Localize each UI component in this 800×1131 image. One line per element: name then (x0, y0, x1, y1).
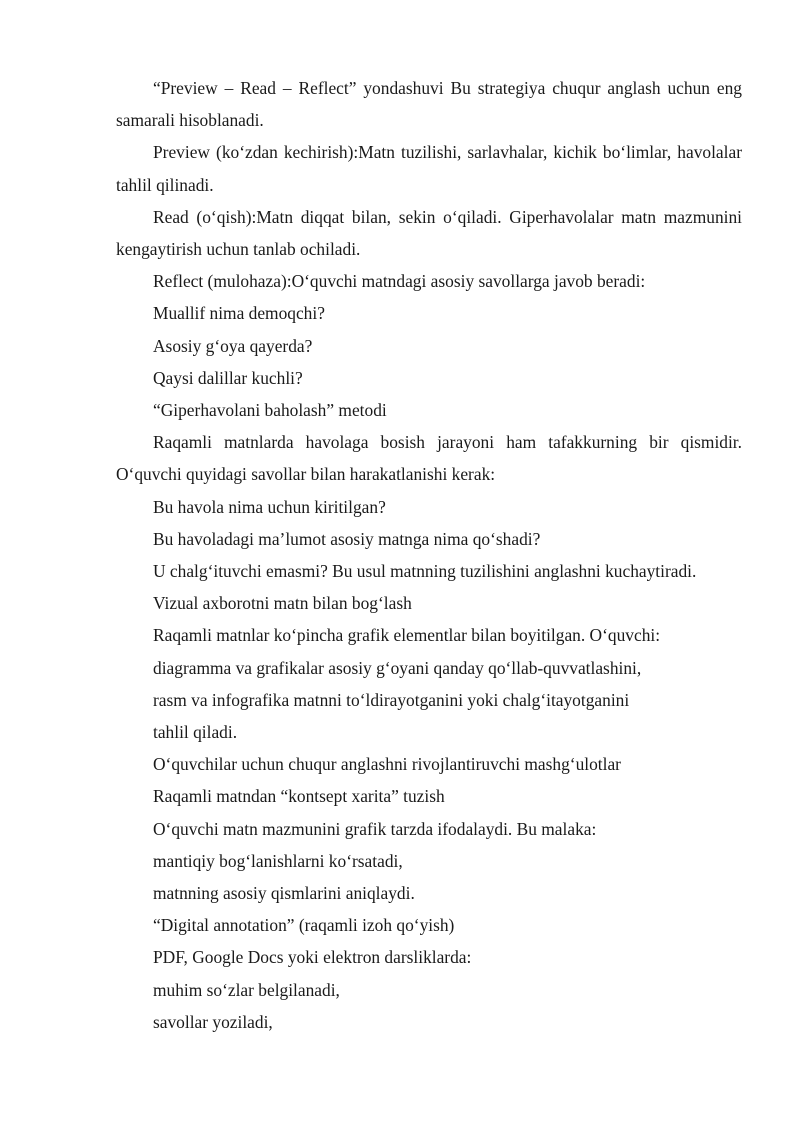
question-line: Bu havoladagi ma’lumot asosiy matnga nima qo‘shadi? (153, 528, 541, 549)
paragraph-visual-info: Raqamli matnlar ko‘pincha grafik elementlar bilan boyitilgan. O‘quvchi: (153, 625, 661, 646)
section-heading: O‘quvchilar uchun chuqur anglashni rivojlantiruvchi mashg‘ulotlar (153, 754, 621, 775)
question-line: Qaysi dalillar kuchli? (153, 367, 303, 388)
question-line: Muallif nima demoqchi? (153, 303, 325, 324)
list-line: savollar yoziladi, (153, 1011, 273, 1032)
paragraph-preview-read-reflect: “Preview – Read – Reflect” yondashuvi Bu strategiya chuqur anglash uchun eng samarali hisoblanadi. (116, 78, 742, 131)
paragraph-concept-map: O‘quvchi matn mazmunini grafik tarzda ifodalaydi. Bu malaka: (153, 818, 597, 839)
question-line: Bu havola nima uchun kiritilgan? (153, 496, 386, 517)
paragraph-reflect: Reflect (mulohaza):O‘quvchi matndagi asosiy savollarga javob beradi: (153, 271, 646, 292)
question-line: U chalg‘ituvchi emasmi? Bu usul matnning tuzilishini anglashni kuchaytiradi. (153, 561, 697, 582)
paragraph-digital-annotation: PDF, Google Docs yoki elektron darsliklarda: (153, 947, 472, 968)
list-line: mantiqiy bog‘lanishlarni ko‘rsatadi, (153, 850, 403, 871)
list-line: diagramma va grafikalar asosiy g‘oyani qanday qo‘llab-quvvatlashini, (153, 657, 642, 678)
paragraph-preview: Preview (ko‘zdan kechirish):Matn tuzilishi, sarlavhalar, kichik bo‘limlar, havolalar tahlil qilinadi. (116, 142, 742, 195)
section-heading: “Digital annotation” (raqamli izoh qo‘yish) (153, 915, 455, 936)
question-line: Asosiy g‘oya qayerda? (153, 335, 313, 356)
paragraph-read: Read (o‘qish):Matn diqqat bilan, sekin o‘qiladi. Giperhavolalar matn mazmunini kengaytirish uchun tanlab ochiladi. (116, 206, 742, 260)
paragraph-hyperlink-evaluation: Raqamli matnlarda havolaga bosish jarayoni ham tafakkurning bir qismidir. O‘quvchi quyidagi savollar bilan harakatlanishi kerak: (116, 432, 742, 485)
section-heading: Raqamli matndan “kontsept xarita” tuzish (153, 786, 445, 807)
document-page (116, 72, 742, 1038)
list-line: rasm va infografika matnni to‘ldirayotganini yoki chalg‘itayotganini (153, 689, 630, 710)
section-heading: Vizual axborotni matn bilan bog‘lash (153, 593, 412, 614)
list-line: matnning asosiy qismlarini aniqlaydi. (153, 883, 415, 904)
list-line: muhim so‘zlar belgilanadi, (153, 979, 340, 1000)
list-line: tahlil qiladi. (153, 722, 238, 743)
section-heading: “Giperhavolani baholash” metodi (153, 400, 387, 421)
